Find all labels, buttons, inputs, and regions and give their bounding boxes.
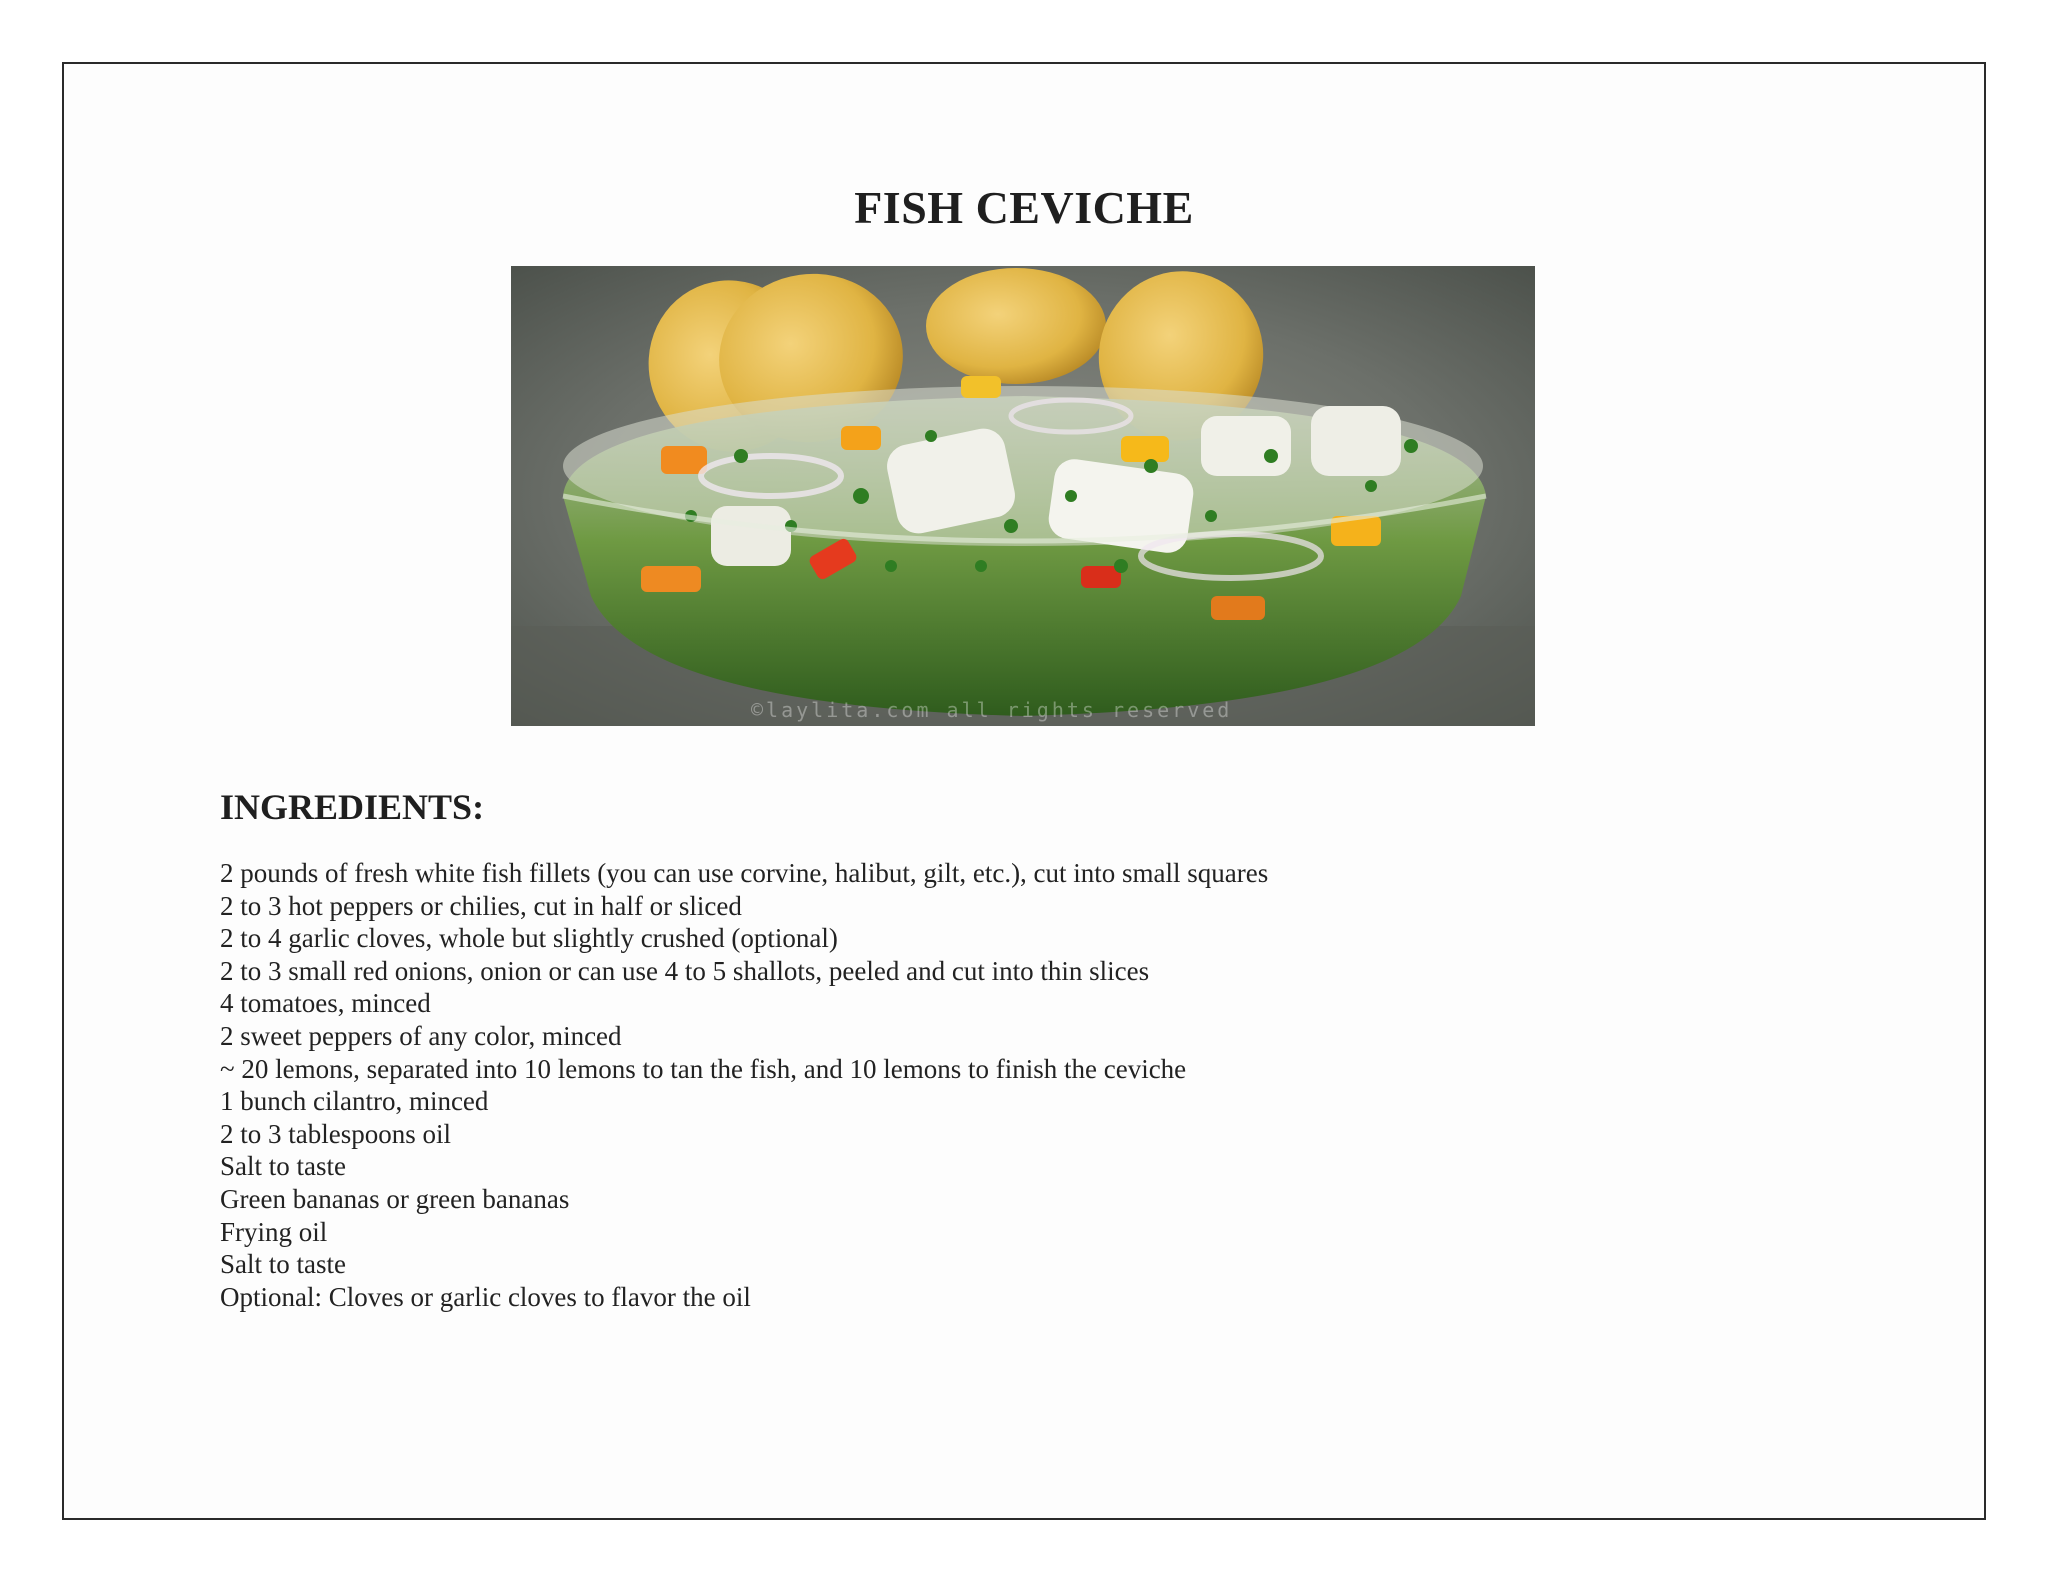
ingredient-item: 2 sweet peppers of any color, minced [220,1020,622,1051]
ingredient-item: 2 to 3 hot peppers or chilies, cut in half or sliced [220,890,742,921]
ingredient-item: Optional: Cloves or garlic cloves to flavor the oil [220,1281,751,1312]
page-title: FISH CEVICHE [854,182,1194,233]
ingredient-item: Green bananas or green bananas [220,1183,570,1214]
ingredient-item: 2 pounds of fresh white fish fillets (you can use corvine, halibut, gilt, etc.), cut into small squares [220,858,1269,888]
ingredient-item: 2 to 3 tablespoons oil [220,1118,451,1149]
ingredients-heading: INGREDIENTS: [220,787,485,827]
ingredient-item: 2 to 3 small red onions, onion or can use 4 to 5 shallots, peeled and cut into thin slices [220,955,1150,986]
ingredient-item: ~ 20 lemons, separated into 10 lemons to tan the fish, and 10 lemons to finish the ceviche [220,1053,1187,1084]
ingredient-item: Frying oil [220,1216,328,1247]
ingredients-list [220,857,1268,1313]
ingredient-item: 2 to 4 garlic cloves, whole but slightly crushed (optional) [220,923,838,954]
ingredient-item: Salt to taste [220,1249,346,1280]
ingredient-item: 1 bunch cilantro, minced [220,1086,489,1117]
ingredient-item: Salt to taste [220,1151,346,1182]
ingredient-item: 4 tomatoes, minced [220,988,431,1019]
photo-watermark: ©laylita.com all rights reserved [751,698,1233,722]
ceviche-photo [511,266,1535,726]
